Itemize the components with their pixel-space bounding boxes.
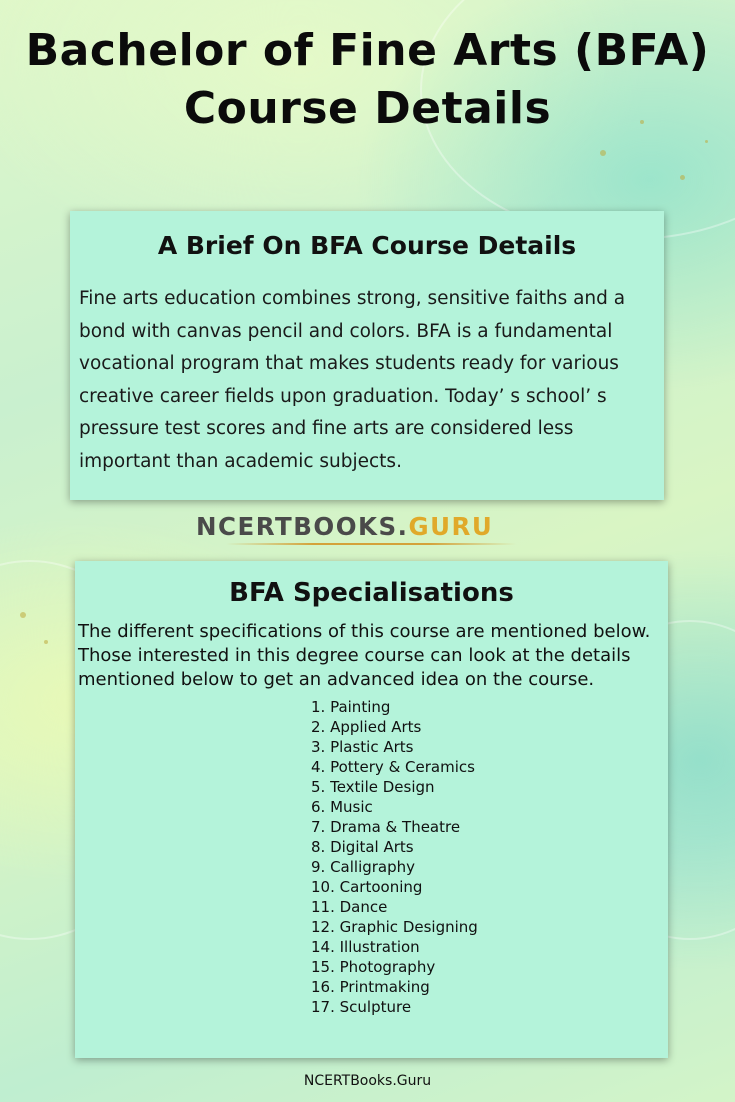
brief-card — [70, 211, 664, 500]
list-item: 4. Pottery & Ceramics — [311, 758, 475, 776]
background-speck — [705, 140, 708, 143]
page-title-line-2: Course Details — [183, 83, 552, 134]
specialisations-heading: BFA Specialisations — [229, 578, 514, 608]
list-item: 10. Cartooning — [311, 878, 423, 896]
page-title-line-1: Bachelor of Fine Arts (BFA) — [25, 25, 710, 76]
list-item: 15. Photography — [311, 958, 436, 976]
list-item: 8. Digital Arts — [311, 838, 414, 856]
specialisations-list — [311, 697, 668, 1017]
watermark-main: NCERTBOOKS. — [196, 512, 409, 541]
watermark-accent: GURU — [408, 512, 494, 541]
list-item: 12. Graphic Designing — [311, 918, 478, 936]
page-title — [0, 22, 735, 138]
list-item: 16. Printmaking — [311, 978, 430, 996]
list-item: 9. Calligraphy — [311, 858, 416, 876]
background-speck — [44, 640, 48, 644]
brief-body: Fine arts education combines strong, sensitive faiths and a bond with canvas pencil and colors. BFA is a fundamental vocational program that makes students ready for various creative career fields upon graduation. Today’ s school’ s pressure test scores and fine arts are considered less important than academic subjects. — [79, 288, 626, 472]
watermark-text — [196, 512, 541, 541]
background-speck — [680, 175, 685, 180]
specialisations-intro: The different specifications of this course are mentioned below. Those interested in this degree course can look at the details mentioned below to get an advanced idea on the course. — [78, 621, 651, 690]
list-item: 6. Music — [311, 798, 373, 816]
list-item: 5. Textile Design — [311, 778, 435, 796]
background-speck — [600, 150, 606, 156]
watermark-logo — [196, 512, 541, 550]
watermark-underline — [226, 543, 516, 545]
list-item: 11. Dance — [311, 898, 388, 916]
list-item: 1. Painting — [311, 698, 391, 716]
list-item: 14. Illustration — [311, 938, 420, 956]
specialisations-card — [75, 561, 668, 1058]
list-item: 3. Plastic Arts — [311, 738, 414, 756]
list-item: 2. Applied Arts — [311, 718, 422, 736]
background-speck — [20, 612, 26, 618]
brief-heading: A Brief On BFA Course Details — [157, 231, 577, 260]
footer-site-name: NCERTBooks.Guru — [303, 1073, 432, 1089]
list-item: 17. Sculpture — [311, 998, 412, 1016]
list-item: 7. Drama & Theatre — [311, 818, 461, 836]
